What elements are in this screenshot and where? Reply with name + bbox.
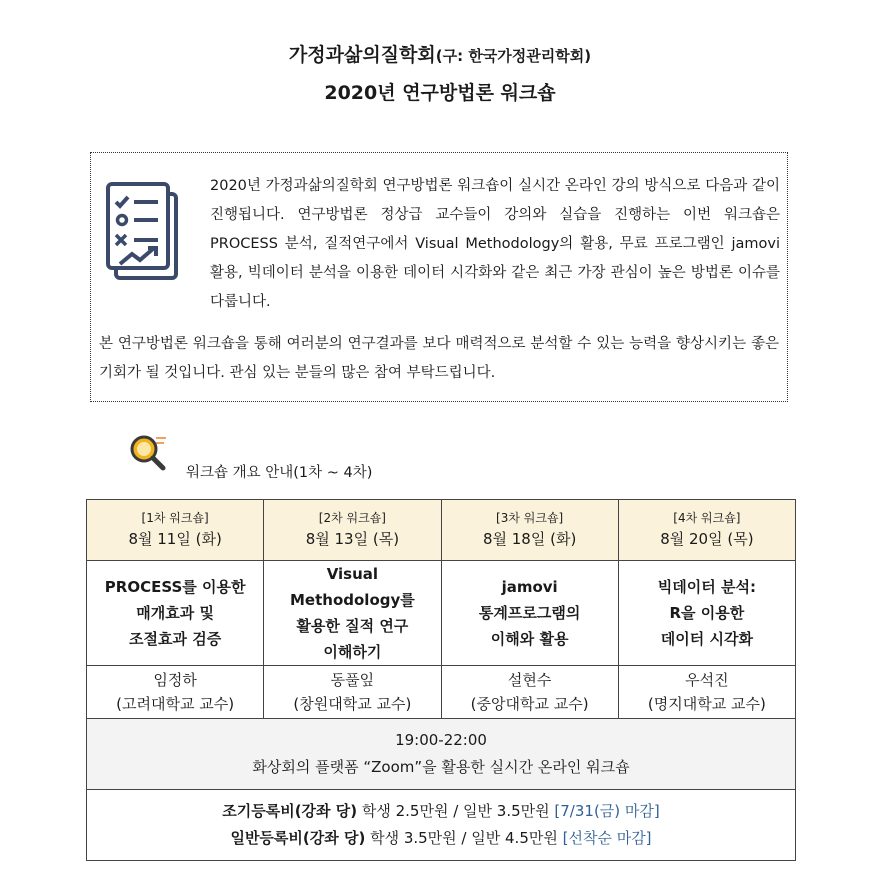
- session-date: 8월 11일 (화): [128, 530, 222, 548]
- magnifier-icon: [126, 432, 172, 476]
- speaker-affiliation: (명지대학교 교수): [647, 695, 766, 713]
- page-title: 2020년 연구방법론 워크숍: [324, 82, 556, 104]
- regular-fee-line: [87, 825, 795, 852]
- session-label: [1차 워크숍]: [141, 511, 209, 525]
- overview-label: 워크숍 개요 안내(1차 ~ 4차): [186, 465, 373, 481]
- topic-line: 매개효과 및: [136, 604, 214, 622]
- topic-line: 데이터 시각화: [660, 630, 753, 648]
- topic-line: R을 이용한: [669, 604, 745, 622]
- regular-fee-deadline: [선착순 마감]: [562, 829, 652, 847]
- session-date: 8월 18일 (화): [482, 530, 577, 548]
- speaker-row: [87, 666, 796, 719]
- speaker-affiliation: (창원대학교 교수): [293, 695, 412, 713]
- topic-line: 이해와 활용: [490, 630, 569, 648]
- topic-line: jamovi: [501, 578, 558, 596]
- topic-line: Visual: [326, 565, 379, 583]
- session-header: [264, 500, 441, 561]
- speaker-affiliation: (중앙대학교 교수): [470, 695, 589, 713]
- speaker-affiliation: (고려대학교 교수): [116, 695, 235, 713]
- topic-line: 활용한 질적 연구: [296, 617, 409, 635]
- session-topic: [264, 561, 441, 666]
- session-topic: [441, 561, 618, 666]
- session-header: [441, 500, 618, 561]
- session-speaker: [87, 666, 264, 719]
- session-date: 8월 13일 (목): [305, 530, 400, 548]
- topic-line: Methodology를: [290, 591, 415, 609]
- org-former-name: (구: 한국가정관리학회): [435, 47, 592, 65]
- topic-line: 통계프로그램의: [478, 604, 581, 622]
- session-label: [4차 워크숍]: [673, 511, 741, 525]
- speaker-name: 우석진: [685, 671, 729, 689]
- session-speaker: [264, 666, 441, 719]
- speaker-name: 임정하: [153, 671, 197, 689]
- session-speaker: [441, 666, 618, 719]
- session-topic: [87, 561, 264, 666]
- early-fee-detail: 학생 2.5만원 / 일반 3.5만원: [357, 802, 555, 820]
- session-speaker: [618, 666, 795, 719]
- org-name: 가정과삶의질학회: [288, 44, 436, 66]
- intro-paragraph-2: 본 연구방법론 워크숍을 통해 여러분의 연구결과를 보다 매력적으로 분석할 수 있는 능력을 향상시키는 좋은 기회가 될 것입니다. 관심 있는 분들의 많은 참여 부탁드립니다.: [99, 336, 779, 381]
- org-title: [0, 40, 880, 67]
- topic-line: PROCESS를 이용한: [104, 578, 246, 596]
- topic-row: [87, 561, 796, 666]
- session-time: 19:00-22:00: [395, 731, 487, 749]
- early-fee-label: 조기등록비(강좌 당): [222, 802, 358, 820]
- regular-fee-label: 일반등록비(강좌 당): [230, 829, 366, 847]
- fee-info: [87, 790, 796, 861]
- session-label: [3차 워크숍]: [496, 511, 564, 525]
- intro-paragraph-1: 2020년 가정과삶의질학회 연구방법론 워크숍이 실시간 온라인 강의 방식으로 다음과 같이 진행됩니다. 연구방법론 정상급 교수들이 강의와 실습을 진행하는 이번 워크숍은 PROCESS 분석, 질적연구에서 Visual Methodology의 활용, 무료 프로그램인 jamovi 활용, 빅데이터 분석을 이용한 데이터 시각화와 같은 최근 가장 관심이 높은 방법론 이슈를 다룹니다.: [210, 178, 780, 310]
- platform-info: 화상회의 플랫폼 “Zoom”을 활용한 실시간 온라인 워크숍: [252, 758, 630, 776]
- early-fee-line: [87, 798, 795, 825]
- session-label: [2차 워크숍]: [318, 511, 386, 525]
- fee-row: [87, 790, 796, 861]
- session-header: [87, 500, 264, 561]
- checklist-chart-icon: [106, 180, 184, 280]
- topic-line: 이해하기: [323, 643, 382, 661]
- regular-fee-detail: 학생 3.5만원 / 일반 4.5만원: [365, 829, 563, 847]
- topic-line: 빅데이터 분석:: [657, 578, 756, 596]
- time-row: [87, 719, 796, 790]
- schedule-table: [86, 499, 796, 861]
- time-info: [87, 719, 796, 790]
- date-row: [87, 500, 796, 561]
- session-date: 8월 20일 (목): [660, 530, 754, 548]
- speaker-name: 동풀잎: [330, 671, 375, 689]
- topic-line: 조절효과 검증: [129, 630, 222, 648]
- session-header: [618, 500, 795, 561]
- speaker-name: 설현수: [507, 671, 552, 689]
- session-topic: [618, 561, 795, 666]
- early-fee-deadline: [7/31(금) 마감]: [554, 802, 660, 820]
